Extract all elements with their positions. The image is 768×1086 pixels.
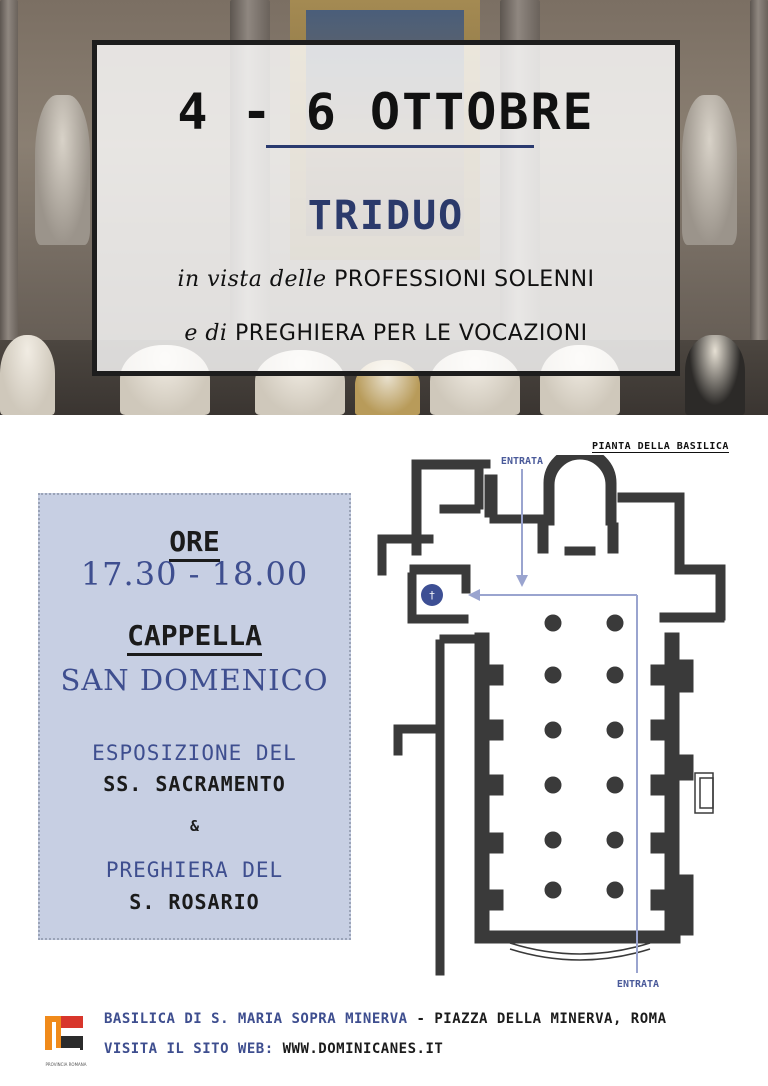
subtitle-2-italic: e di: [184, 321, 228, 346]
basilica-address: PIAZZA DELLA MINERVA, ROMA: [434, 1011, 667, 1027]
footer-line-2: [104, 1041, 443, 1057]
time-range: 17.30 - 18.00: [80, 555, 309, 593]
subtitle-2-text: PREGHIERA PER LE VOCAZIONI: [234, 321, 588, 346]
entrance-top-label: ENTRATA: [500, 456, 544, 467]
friar: [0, 335, 55, 415]
footer-line-1: [104, 1011, 667, 1027]
subtitle-line-1: [97, 267, 675, 292]
plan-title: PIANTA DELLA BASILICA: [592, 441, 729, 452]
column: [750, 0, 768, 340]
ampersand: &: [189, 817, 200, 835]
schedule-box: [38, 493, 351, 940]
activity-1-line-1: ESPOSIZIONE DEL: [92, 741, 297, 765]
footer-separator: -: [407, 1011, 435, 1027]
hero-photo: [0, 0, 768, 415]
svg-text:†: †: [429, 589, 435, 602]
site-link[interactable]: WWW.DOMINICANES.IT: [282, 1041, 444, 1057]
site-label: VISITA IL SITO WEB:: [104, 1041, 274, 1057]
activity-1-line-2: SS. SACRAMENTO: [103, 772, 286, 796]
basilica-name: BASILICA DI S. MARIA SOPRA MINERVA: [104, 1011, 408, 1027]
subtitle-1-italic: in vista delle: [177, 267, 327, 292]
logo-caption: PROVINCIA ROMANA: [45, 1062, 87, 1067]
subtitle-1-text: PROFESSIONI SOLENNI: [334, 267, 595, 292]
chapel-label-text: CAPPELLA: [127, 619, 262, 656]
title-underline: [266, 145, 534, 148]
plan-walls: [378, 455, 725, 975]
subtitle-line-2: [97, 321, 675, 346]
ore-label: [40, 525, 349, 558]
statue-left: [35, 95, 90, 245]
column: [0, 0, 18, 340]
title-panel: [92, 40, 680, 376]
date-title: 4 - 6 OTTOBRE: [177, 83, 595, 141]
chapel-label: [40, 619, 349, 652]
province-logo: [41, 1012, 89, 1066]
statue-right: [682, 95, 737, 245]
chapel-name: SAN DOMENICO: [60, 663, 329, 697]
entrance-bottom-label: ENTRATA: [616, 979, 660, 990]
activity-2-line-1: PREGHIERA DEL: [105, 858, 284, 882]
basilica-floor-plan: [370, 455, 750, 995]
friar-dark: [685, 335, 745, 415]
event-title: TRIDUO: [307, 193, 465, 239]
activity-2-line-2: S. ROSARIO: [129, 890, 260, 914]
ore-label-text: ORE: [169, 525, 220, 562]
